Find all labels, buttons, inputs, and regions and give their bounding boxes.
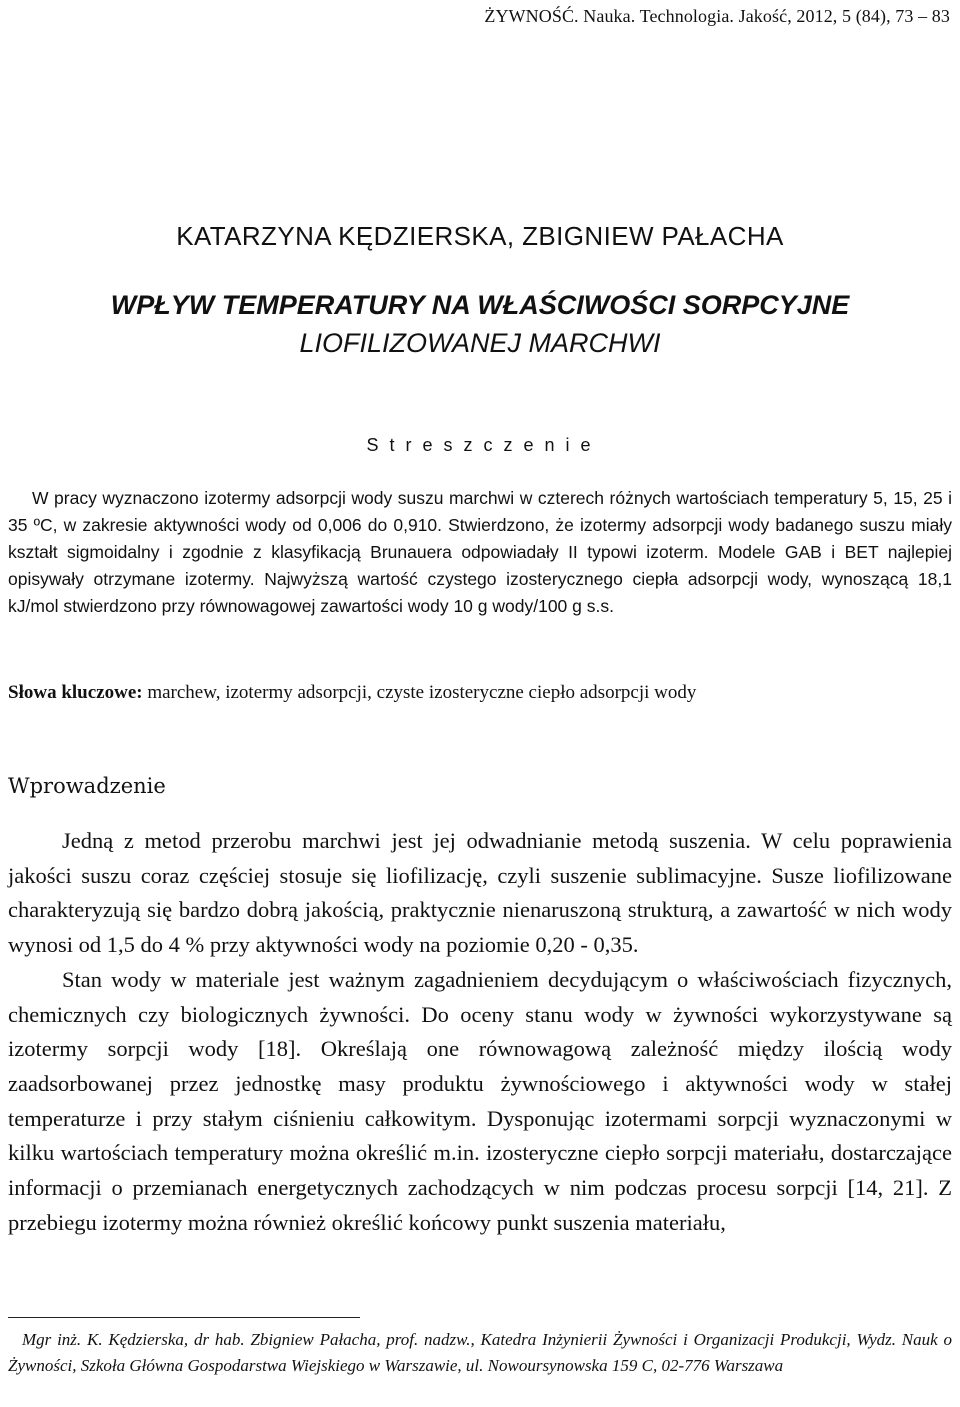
abstract-text [8,485,952,620]
author-list: KATARZYNA KĘDZIERSKA, ZBIGNIEW PAŁACHA [176,221,784,251]
journal-header: ŻYWNOŚĆ. Nauka. Technologia. Jakość, 2012, 5 (84), 73 – 83 [484,6,950,26]
keywords-text: marchew, izotermy adsorpcji, czyste izosteryczne ciepło adsorpcji wody [147,682,697,703]
title-line-1: WPŁYW TEMPERATURY NA WŁAŚCIWOŚCI SORPCYJNE [110,290,850,320]
paper-title [8,286,952,362]
keywords [8,682,952,704]
paragraph: Jedną z metod przerobu marchwi jest jej odwadnianie metodą suszenia. W celu poprawienia jakości suszu coraz częściej stosuje się liofilizację, czyli suszenie sublimacyjne. Susze liofilizowane charakteryzują się bardzo dobrą jakością, praktycznie nienaruszoną strukturą, a zawartość w nich wody wynosi od 1,5 do 4 % przy aktywności wody na poziomie 0,20 - 0,35. [8,828,952,958]
author-affiliation-footnote: Mgr inż. K. Kędzierska, dr hab. Zbigniew Pałacha, prof. nadzw., Katedra Inżynierii Żywności i Organizacji Produkcji, Wydz. Nauk o Żywności, Szkoła Główna Gospodarstwa Wiejskiego w Warszawie, ul. Nowoursynowska 159 C, 02-776 Warszawa [8,1330,952,1375]
abstract-body: W pracy wyznaczono izotermy adsorpcji wody suszu marchwi w czterech różnych wartościach temperatury 5, 15, 25 i 35 ºC, w zakresie aktywności wody od 0,006 do 0,910. Stwierdzono, że izotermy adsorpcji wody badanego suszu miały kształt sigmoidalny i zgodnie z klasyfikacją Brunauera odpowiadały II typowi izoterm. Modele GAB i BET najlepiej opisywały otrzymane izotermy. Najwyższą wartość czystego izosterycznego ciepła adsorpcji wody, wynoszącą 18,1 kJ/mol stwierdzono przy równowagowej zawartości wody 10 g wody/100 g s.s. [8,488,952,616]
footnote-divider [8,1317,360,1318]
abstract-heading: S t r e s z c z e n i e [366,435,594,455]
paragraph: Stan wody w materiale jest ważnym zagadnieniem decydującym o właściwościach fizycznych, chemicznych czy biologicznych żywności. Do oceny stanu wody w żywności wykorzystywane są izotermy sorpcji wody [18]. Określają one równowagową zależność między ilością wody zaadsorbowanej przez jednostkę masy produktu żywnościowego i aktywności wody w stałej temperaturze i przy stałym ciśnieniu całkowitym. Dysponując izotermami sorpcji wyznaczonymi w kilku wartościach temperatury można określić m.in. izosteryczne ciepło sorpcji materiału, dostarczające informacji o przemianach energetycznych zachodzących w nim podczas procesu sorpcji [14, 21]. Z przebiegu izotermy można również określić końcowy punkt suszenia materiału, [8,966,952,1235]
introduction-body [8,824,952,1240]
title-line-2: LIOFILIZOWANEJ MARCHWI [299,328,661,358]
keywords-label: Słowa kluczowe: [8,682,143,703]
section-heading-introduction: Wprowadzenie [8,774,166,798]
